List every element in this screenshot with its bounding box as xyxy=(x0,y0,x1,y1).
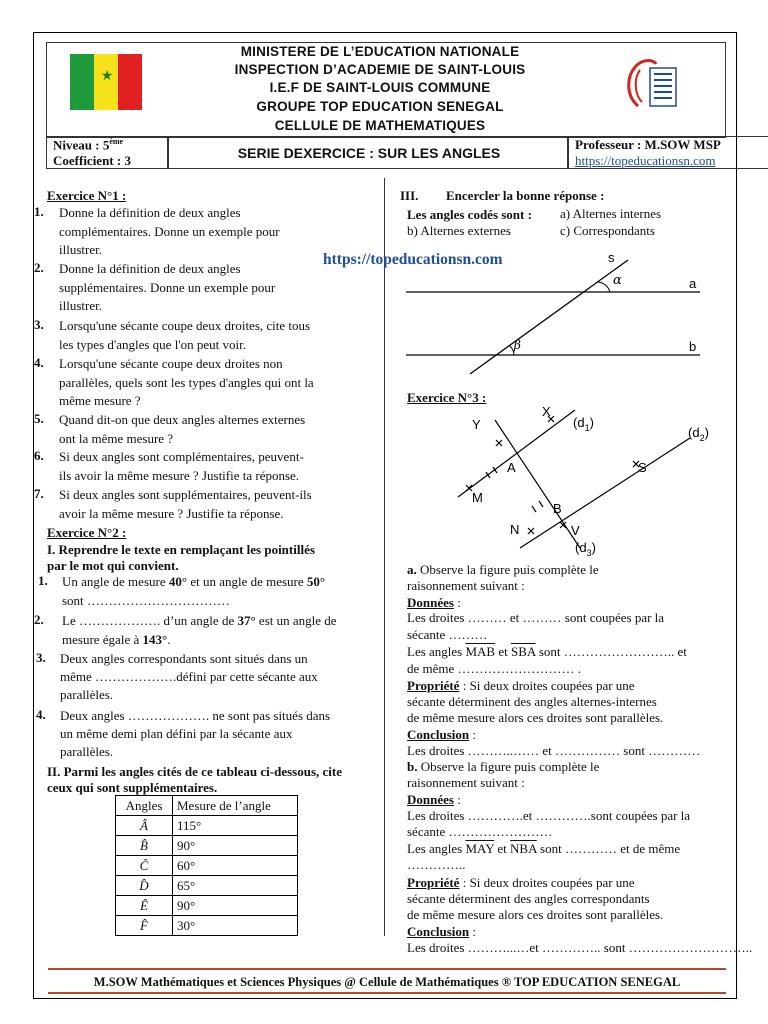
ex3-b-donnees-line2: sécante …………………… xyxy=(407,824,553,839)
footer-rule-top xyxy=(48,968,726,970)
ex3-a-donnees: Données : xyxy=(407,595,461,610)
table-row xyxy=(116,916,298,936)
tick-marks-B xyxy=(532,501,543,512)
ex2-item-number: 3. xyxy=(36,650,46,665)
ex3b-title: Exercice N°3 : xyxy=(407,390,487,405)
table-row xyxy=(116,836,298,856)
table-row xyxy=(116,876,298,896)
exercise3-figure xyxy=(440,400,720,558)
ex2-item1-line1: Un angle de mesure 40° et un angle de mesure 50° xyxy=(62,574,326,589)
ex3-option-a[interactable]: a) Alternes internes xyxy=(560,206,662,221)
ex1-item-line: avoir la même mesure ? Justifie ta réponse. xyxy=(59,505,284,521)
header-inspection: INSPECTION D’ACADEMIE DE SAINT-LOUIS xyxy=(234,62,526,77)
ex2-item4-line3: parallèles. xyxy=(60,744,114,759)
label-X: X xyxy=(542,404,551,419)
angle-name-cell: Ĉ xyxy=(116,856,173,876)
ex1-title: Exercice N°1 : xyxy=(47,188,127,203)
angle-measure-cell: 90° xyxy=(173,836,298,856)
cross-Y xyxy=(496,440,502,446)
ex3-b-line2: raisonnement suivant : xyxy=(407,775,525,790)
ex3-a-conclusion: Conclusion : xyxy=(407,727,477,742)
line-d2 xyxy=(520,438,690,548)
label-S: S xyxy=(638,460,647,475)
ex2-item-number: 4. xyxy=(36,707,46,722)
label-N: N xyxy=(510,522,520,537)
ex1-item-number: 4. xyxy=(34,355,44,370)
ex3-a-donnees-line2: sécante ……… xyxy=(407,627,488,642)
ex1-item-number: 1. xyxy=(34,204,44,219)
ex3-b-propriete-line1: Propriété : Si deux droites coupées par une xyxy=(407,875,635,890)
cross-N xyxy=(528,528,534,534)
ex1-item-line: ils avoir la même mesure ? Justifie ta réponse. xyxy=(59,467,300,483)
table-row xyxy=(116,816,298,836)
angle-name-cell: B̂ xyxy=(116,836,173,856)
professeur-text: Professeur : M.SOW MSP xyxy=(575,137,721,152)
coefficient-text: Coefficient : 3 xyxy=(53,153,131,168)
angle-measure-cell: 60° xyxy=(173,856,298,876)
ex1-item-number: 7. xyxy=(34,486,44,501)
label-a: a xyxy=(689,276,697,291)
ex1-item-line: illustrer. xyxy=(59,298,102,314)
watermark-link[interactable]: https://topeducationsn.com xyxy=(323,251,503,268)
angle-name-cell: Ê xyxy=(116,896,173,916)
ex3-b-propriete-line3: de même mesure alors ces droites sont parallèles. xyxy=(407,907,664,922)
ex3-a-line1: a. Observe la figure puis complète le xyxy=(407,562,599,577)
ex1-item-line: Quand dit-on que deux angles alternes externes xyxy=(59,412,306,427)
niveau-text: Niveau : 5ème xyxy=(53,137,124,153)
angle-measure-cell: 115° xyxy=(173,816,298,836)
ex3-b-donnees-line4: ………….. xyxy=(407,857,466,872)
angle-name-cell: D̂ xyxy=(116,876,173,896)
table-header-row xyxy=(116,796,298,816)
ex1-item-line: complémentaires. Donne un exemple pour xyxy=(59,223,280,239)
table-header-angles: Angles xyxy=(116,796,173,816)
ex3-a-conclusion-line: Les droites ………..…… et …………… sont ………… xyxy=(407,743,701,758)
ex2-part2-line2: ceux qui sont supplémentaires. xyxy=(47,780,218,795)
angle-measure-cell: 30° xyxy=(173,916,298,936)
header-cellule: CELLULE DE MATHEMATIQUES xyxy=(274,118,486,133)
label-d1: $(d_1)$ xyxy=(573,415,594,433)
angle-measure-cell: 65° xyxy=(173,876,298,896)
ex2-part1-line2: par le mot qui convient. xyxy=(47,558,179,573)
ex2-item4-line1: Deux angles ………………. ne sont pas situés dans xyxy=(60,708,331,723)
parallel-lines-figure xyxy=(400,252,710,377)
ex1-item-number: 2. xyxy=(34,260,44,275)
ex3-b-conclusion: Conclusion : xyxy=(407,924,477,939)
ex1-item-line: ont la même mesure ? xyxy=(59,430,174,446)
ex3-b-donnees-line1: Les droites ………….et ………….sont coupées par la xyxy=(407,808,691,823)
star-icon: ★ xyxy=(100,69,114,84)
label-V: V xyxy=(571,523,580,538)
ex2-part1-line1: I. Reprendre le texte en remplaçant les pointillés xyxy=(47,542,315,557)
ex2-part2-line1: II. Parmi les angles cités de ce tableau ci-dessous, cite xyxy=(47,764,342,779)
ex2-title: Exercice N°2 : xyxy=(47,525,127,540)
angles-table-body xyxy=(116,816,298,936)
label-B: B xyxy=(553,501,562,516)
label-d2: $(d_2)$ xyxy=(688,425,709,443)
ex3-b-angles-line: Les angles $\overline{MAY}$ et $\overline{NBA}$ sont ………… et de même xyxy=(407,841,681,856)
ex2-item3-line1: Deux angles correspondants sont situés dans un xyxy=(60,651,308,666)
cellule-logo-icon xyxy=(620,54,680,114)
ex1-item-line: Lorsqu'une sécante coupe deux droites non xyxy=(59,356,283,371)
label-Y: Y xyxy=(472,417,481,432)
angle-name-cell: Â xyxy=(116,816,173,836)
niveau-cell xyxy=(46,136,168,169)
ex3-question: Les angles codés sont : xyxy=(407,207,532,222)
ex1-item-line: les types d'angles que l'on peut voir. xyxy=(59,336,247,352)
footer-rule-bottom xyxy=(48,992,726,994)
title-cell xyxy=(168,136,568,169)
ex2-item-number: 1. xyxy=(38,573,48,588)
ex3-part-title: Encercler la bonne réponse : xyxy=(446,188,605,203)
ex2-item3-line3: parallèles. xyxy=(60,687,114,702)
ex3-a-donnees-line1: Les droites ……… et ……… sont coupées par la xyxy=(407,610,665,625)
ex3-part-label: III. xyxy=(400,188,419,203)
ex3-option-b[interactable]: b) Alternes externes xyxy=(407,223,511,238)
ex1-item-line: supplémentaires. Donne un exemple pour xyxy=(59,279,276,295)
footer-text: M.SOW Mathématiques et Sciences Physiques @ Cellule de Mathématiques ® TOP EDUCATION SENEGAL xyxy=(93,975,681,989)
label-b: b xyxy=(689,339,697,354)
table-header-mesure: Mesure de l’angle xyxy=(173,796,298,816)
ex1-item-line: Si deux angles sont supplémentaires, peuvent-ils xyxy=(59,487,312,502)
professeur-cell xyxy=(568,136,768,169)
ex1-item-line: Lorsqu'une sécante coupe deux droites, cite tous xyxy=(59,318,311,333)
ex2-item4-line2: un même demi plan défini par la sécante aux xyxy=(60,726,293,741)
ex2-item2-line2: mesure égale à 143°. xyxy=(62,632,171,647)
line-d3 xyxy=(495,420,580,548)
ex1-item-line: parallèles, quels sont les types d'angles qui ont la xyxy=(59,374,314,390)
ex3-a-line2: raisonnement suivant : xyxy=(407,578,525,593)
ex2-item2-line1: Le ………………. d’un angle de 37° est un angle de xyxy=(62,613,337,628)
info-row xyxy=(46,136,724,170)
ex1-item-number: 3. xyxy=(34,317,44,332)
label-M: M xyxy=(472,490,483,505)
ex1-item-line: même mesure ? xyxy=(59,393,141,409)
ex1-item-number: 6. xyxy=(34,448,44,463)
ex3-b-conclusion-line: Les droites ………...…et ………….. sont ……………………….. xyxy=(407,940,753,955)
ex3-b-donnees: Données : xyxy=(407,792,461,807)
header-ministry: MINISTERE DE L’EDUCATION NATIONALE xyxy=(240,44,520,59)
label-s: s xyxy=(608,252,615,265)
ex3-a-propriete-line3: de même mesure alors ces droites sont parallèles. xyxy=(407,710,664,725)
ex2-item3-line2: même ……………….défini par cette sécante aux xyxy=(60,669,318,684)
header-group: GROUPE TOP EDUCATION SENEGAL xyxy=(256,99,504,114)
page-title: SERIE DEXERCICE : SUR LES ANGLES xyxy=(237,145,501,161)
site-link[interactable]: https://topeducationsn.com xyxy=(575,153,716,168)
table-row xyxy=(116,896,298,916)
angle-alpha-arc xyxy=(598,282,610,292)
ex3-a-propriete-line1: Propriété : Si deux droites coupées par une xyxy=(407,678,635,693)
ex3-b-propriete-line2: sécante déterminent des angles correspondants xyxy=(407,891,650,906)
table-row xyxy=(116,856,298,876)
ex3-a-propriete-line2: sécante déterminent des angles alternes-internes xyxy=(407,694,657,709)
angles-table xyxy=(115,795,298,936)
label-alpha: α xyxy=(613,273,622,288)
ex2-item-number: 2. xyxy=(34,612,44,627)
ex1-item-number: 5. xyxy=(34,411,44,426)
header-ief: I.E.F DE SAINT-LOUIS COMMUNE xyxy=(269,80,491,95)
label-A: A xyxy=(507,460,516,475)
ex3-a-angles-line: Les angles $\overline{MAB}$ et $\overline{SBA}$ sont …………………….. et xyxy=(407,644,687,659)
label-beta: β xyxy=(514,338,521,352)
ex2-item1-line2: sont …………………………… xyxy=(62,593,230,608)
ex3-option-c[interactable]: c) Correspondants xyxy=(560,223,655,238)
ex3-a-donnees-line4: de même ……………………… . xyxy=(407,661,582,676)
secant-s xyxy=(470,260,628,374)
angle-measure-cell: 90° xyxy=(173,896,298,916)
angle-name-cell: F̂ xyxy=(116,916,173,936)
ex1-item-line: illustrer. xyxy=(59,242,102,258)
ex1-item-line: Donne la définition de deux angles xyxy=(59,205,241,220)
ex1-item-line: Si deux angles sont complémentaires, peuvent- xyxy=(59,449,304,464)
label-d3: $(d_3)$ xyxy=(575,540,596,558)
column-divider xyxy=(384,178,385,936)
ex3-b-line1: b. Observe la figure puis complète le xyxy=(407,759,600,774)
ex1-item-line: Donne la définition de deux angles xyxy=(59,261,241,276)
